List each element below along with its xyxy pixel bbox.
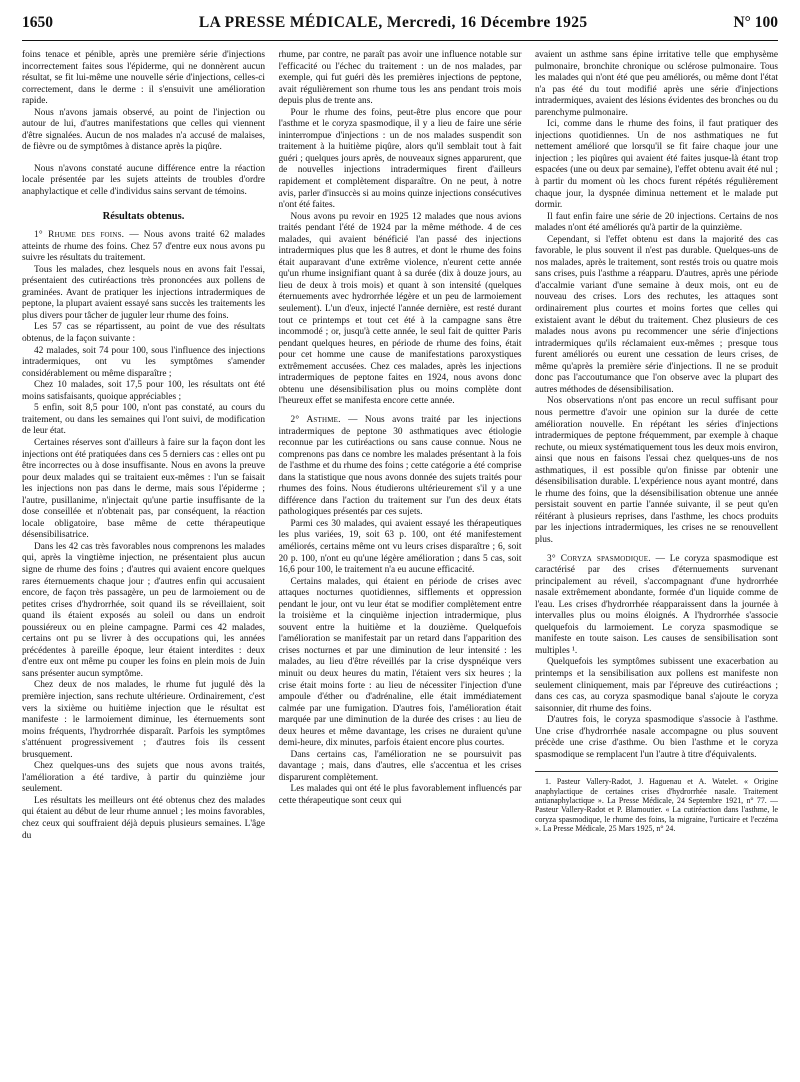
paragraph: Chez 10 malades, soit 17,5 pour 100, les résultats ont été moins satisfaisants, quoique appréciables ; [22,380,265,402]
paragraph: D'autres fois, le coryza spasmodique s'associe à l'asthme. Une crise d'hydrorrhée nasale accompagne ou plus souvent précède une crise d'asthme. Ou bien l'asthme et le coryza spasmodique se remplacent l'un l'autre à titre d'équivalents. [535,715,778,760]
paragraph: 42 malades, soit 74 pour 100, sous l'influence des injections intradermiques, ont vu les symptômes s'amender considérablement ou même disparaître ; [22,345,265,379]
paragraph-text: — Le coryza spasmodique est caractérisé par des crises d'éternuements survenant principalement au réveil, s'accompagnant d'une hydrorrhée nasale extrêmement abondante, formée d'un liquide comme de l'eau. Les crises d'hydrorrhée réapparaissent dans la journée à intervalles plus ou moins éloignés. A l'hydrorrhée s'associe quelquefois du larmoiement. Le coryza spasmodique se manifeste en toute saison. Les causes de sensibilisation sont multiples ¹. [535,553,778,656]
paragraph: Les malades qui ont été le plus favorablement influencés par cette thérapeutique sont ceux qui [278,784,522,806]
paragraph: Nous n'avons constaté aucune différence entre la réaction locale présentée par les sujets atteints de troubles d'ordre anaphylactique et celle d'individus sains servant de témoins. [22,163,265,198]
footnote: 1. Pasteur Vallery-Radot, J. Haguenau et A. Watelet. « Origine anaphylactique de certaines crises d'hydrorrhée nasale. Traitement antianaphylactique ». La Presse Médicale, 24 Septembre 1921, n° 77. — Pasteur Vallery-Radot et P. Blamoutier. « La cutiréaction dans l'asthme, le coryza spasmodique, le rhume des foins, la migraine, l'urticaire et l'eczéma ». La Presse Médicale, 25 Mars 1925, n° 24. [535,777,778,833]
paragraph: avaient un asthme sans épine irritative telle que emphysème pulmonaire, bronchite chronique ou sclérose pulmonaire. Tous les malades qui n'ont été que peu améliorés, ou même dont l'état n'a pas été du tout modifié après une série d'injections intradermiques, avaient des lésions évidentes des bronches ou du parenchyme pulmonaire. [535,50,778,118]
article-columns [22,50,778,1078]
subsection-title: 1° Rhume des foins. [34,230,125,241]
paragraph: foins tenace et pénible, après une première série d'injections incorrectement faites sous l'épiderme, qui ne donnèrent aucun résultat, se fit lui-même une nouvelle série d'injections, celles-ci correctement, dans le derme : il s'ensuivit une amélioration rapide. [22,50,265,107]
paragraph: Il faut enfin faire une série de 20 injections. Certains de nos malades n'ont été améliorés qu'à partir de la quinzième. [535,211,778,234]
issue-number: N° 100 [733,14,778,31]
paragraph: Chez deux de nos malades, le rhume fut jugulé dès la première injection, sans rechute ultérieure. Ordinairement, c'est vers la sixième ou huitième injection que le résultat est manifeste : le larmoiement diminue, les éternuements sont moins fréquents, l'hydrorrhée disparaît. Parfois les symptômes s'atténuent progressivement ; d'autres fois ils cessent brusquement. [22,680,265,760]
paragraph: Certaines réserves sont d'ailleurs à faire sur la façon dont les injections ont été pratiquées dans ces 5 derniers cas : elles ont pu être incorrectes ou à dose insuffisante. Nous en avons la preuve pour deux malades qui se traitaient eux-mêmes : l'un se faisait les injections non pas dans le derme, mais sous l'épiderme ; l'autre, pusillanime, n'injectait qu'une partie insuffisante de la dose conseillée et n'obtenait pas, par conséquent, la réaction locale obligatoire, base même de cette thérapeutique désensibilisatrice. [22,437,265,541]
paragraph: Quelquefois les symptômes subissent une exacerbation au printemps et la sensibilisation aux pollens est manifeste non seulement cliniquement, mais par l'épreuve des cutiréactions ; dans ces cas, au coryza spasmodique banal s'ajoute le coryza saisonnier, dit rhume des foins. [535,657,778,714]
paragraph: Les résultats les meilleurs ont été obtenus chez des malades qui étaient au début de leur rhume annuel ; les moins favorables, chez ceux qui souffraient déjà depuis plusieurs semaines. L'âge du [22,795,265,841]
paragraph: Dans certains cas, l'amélioration ne se poursuivit pas davantage ; mais, dans d'autres, elle s'accentua et les crises disparurent complètement. [278,749,522,783]
paragraph: Pour le rhume des foins, peut-être plus encore que pour l'asthme et le coryza spasmodique, il y a lieu de faire une série ininterrompue d'injections : un de nos malades suspendit son traitement à la huitième piqûre, alors qu'il semblait tout à fait guéri ; quelques jours après, de nouveaux signes apparurent, que de nouvelles injections intradermiques firent d'ailleurs rapidement et complètement disparaître. On ne peut, à notre avis, parler d'insuccès si au moins quinze injections consécutives n'ont été faites. [278,107,522,211]
paragraph [279,415,522,519]
column-1 [22,50,265,1078]
column-2 [279,50,522,1078]
subsection-title: 2° Asthme. [290,414,341,425]
paragraph: Nos observations n'ont pas encore un recul suffisant pour nous permettre d'avoir une opinion sur la durée de cette amélioration nouvelle. En répétant les séries d'injections intradermiques de peptone fréquemment, par exemple à chaque rechute, ou mieux systématiquement tous les deux mois environ, ainsi que nous en faisons l'essai chez quelques-uns de nos asthmatiques, il est possible qu'on finisse par obtenir une désensibilisation durable. L'expérience nous ayant montré, dans le rhume des foins, que la désensibilisation obtenue une année persistait souvent en partie l'année suivante, il se peut qu'en réitérant à plusieurs reprises, dans l'asthme, les chocs produits par les injections intradermiques, les crises ne se renouvellent plus. [535,396,778,545]
paragraph: Ici, comme dans le rhume des foins, il faut pratiquer des injections quotidiennes. Un de nos asthmatiques ne fut nettement amélioré que lorsqu'il se fit faire chaque jour une injection ; les piqûres qui avaient été faites jusque-là étant trop espacées (une ou deux par semaine), l'effet obtenu avait été nul ; à partir du moment où les chocs furent répétés régulièrement chaque jour, la dyspnée diminua nettement et le malade put dormir. [535,119,778,211]
footnotes [535,771,778,833]
paragraph [535,554,778,658]
page-number: 1650 [22,14,53,31]
section-heading: Résultats obtenus. [102,210,185,222]
issue-date: Mercredi, 16 Décembre 1925 [386,14,588,31]
paragraph: Nous n'avons jamais observé, au point de l'injection ou autour de lui, d'autres manifestations que celles qui viennent d'être signalées. Aucun de nos malades n'a accusé de malaises, de fièvre ou de symptômes à distance après la piqûre. [22,107,265,153]
page-header [22,14,778,41]
paragraph-text: — Nous avons traité par les injections intradermiques de peptone 30 asthmatiques avec étiologie reconnue par les cutiréactions ou sans cause connue. Nous ne comprenons pas dans ce nombre les malades présentant à la fois de l'asthme et du rhume des foins ; cette catégorie a été comprise dans la statistique que nous avons donnée des sujets traités pour rhumes des foins. Nous étudierons ultérieurement s'il y a une différence dans l'action du traitement sur l'un des deux états pathologiques présentés par ces sujets. [278,414,522,518]
journal-name: LA PRESSE MÉDICALE, [198,14,383,31]
paragraph: Cependant, si l'effet obtenu est dans la majorité des cas favorable, le plus souvent il n'est pas durable. Quelques-uns de nos malades, après le traitement, sont restés trois ou quatre mois sans crises, puis l'asthme a réapparu. D'autres, après une période d'accalmie variant d'une semaine à deux mois, ont eu de nouveau des crises. Lors des rechutes, les attaques sont ordinairement plus courtes et moins fortes que celles qui existaient avant le début du traitement. Chez plusieurs de ces malades nous avons pu recommencer une série d'injections intradermiques qu'ils réclamaient eux-mêmes ; presque tous furent améliorés ou eurent une cessation de leurs crises, de même qu'après la première série d'injections. Il ne se produit donc pas l'accoutumance que l'on observe avec la plupart des autres méthodes de désensibilisation. [535,234,778,395]
paragraph: Les 57 cas se répartissent, au point de vue des résultats obtenus, de la façon suivante : [22,322,265,345]
paragraph: rhume, par contre, ne paraît pas avoir une influence notable sur l'efficacité ou l'échec du traitement : un de nos malades, par exemple, qui fut guéri dès les premières injections de peptone, avait régulièrement son rhume tous les ans pendant trois mois depuis plus de trente ans. [278,50,522,107]
paragraph [22,230,265,265]
paragraph: 5 enfin, soit 8,5 pour 100, n'ont pas constaté, au cours du traitement, ou dans les semaines qui l'ont suivi, de modification de leur état. [22,403,265,437]
paragraph: Parmi ces 30 malades, qui avaient essayé les thérapeutiques les plus variées, 19, soit 63 p. 100, ont été manifestement améliorés, certains même ont vu leurs crises disparaître ; 6, soit 20 p. 100, n'ont eu qu'une légère amélioration ; dans 5 cas, soit 16,6 pour 100, le traitement n'a eu aucune efficacité. [278,518,522,576]
journal-title [199,14,588,32]
paragraph: Certains malades, qui étaient en période de crises avec attaques nocturnes quotidiennes, sifflements et oppression pendant le jour, ont vu leur état se modifier complètement entre la troisième et la cinquième injection intradermique, plus souvent entre la huitième et la douzième. Quelquefois l'amélioration se manifestait par un retard dans l'apparition des crises nocturnes et par une diminution de leur intensité : les malades, au lieu d'être réveillés par la crise dyspnéique vers minuit ou deux heures du matin, l'étaient vers six heures ; la crise était moins forte : au lieu de nécessiter l'injection d'une ampoule d'éther ou d'adrénaline, elle était immédiatement calmée par une fumigation. D'autres fois, l'amélioration était marquée par une diminution de la durée des crises : au lieu de deux heures et même davantage, les crises ne duraient qu'une demi-heure, dix minutes, parfois étaient encore plus courtes. [278,576,522,749]
paragraph-text: — Nous avons traité 62 malades atteints de rhume des foins. Chez 57 d'entre eux nous avons pu suivre les résultats du traitement. [22,230,265,264]
column-3 [535,50,778,1078]
paragraph: Nous avons pu revoir en 1925 12 malades que nous avions traités pendant l'été de 1924 par la même méthode. 4 de ces malades, qui avaient bénéficié l'an passé des injections intradermiques plus que les 8 autres, et dont le rhume des foins était auparavant d'une extrême violence, n'eurent cette année qu'un rhume insignifiant quant à sa durée (dix à douze jours, au lieu de deux à trois mois) et quant à son intensité (quelques éternuements avec hydrorrhée légère et un peu de larmoiement seulement). L'un d'eux, injecté l'année dernière, est resté durant tout ce printemps et tout cet été à la campagne sans être incommodé ; or, jusqu'à cette année, le seul fait de quitter Paris pendant quelques heures, en période de rhume des foins, était pour cet homme une cause de manifestations paroxystiques extrêmement accusées. Chez ces malades, après les injections intradermiques de peptone faites en 1924, nous avons donc obtenu une désensibilisation plus ou moins complète dont l'heureux effet se manifesta encore cette année. [278,211,522,407]
paragraph: Tous les malades, chez lesquels nous en avons fait l'essai, présentaient des cutiréactions très prononcées aux pollens de graminées. Avant de pratiquer les injections intradermiques de peptone, la plupart avaient essayé sans succès les traitements les plus divers pour tâcher de juguler leur rhume des foins. [22,264,265,321]
subsection-title: 3° Coryza spasmodique. [547,553,651,564]
paragraph: Dans les 42 cas très favorables nous comprenons les malades qui, après la vingtième injection, ne présentaient plus aucun signe de rhume des foins ; d'autres qui avaient encore quelques rares éternuements chaque jour ; d'autres enfin qui accusaient encore, de façon très passagère, un peu de larmoiement ou de petites crises d'hydrorrhée, soit quand ils se réveillaient, soit quand ils étaient exposés au soleil ou dans un endroit poussiéreux ou en pleine campagne. Parmi ces 42 malades, certains ont pu se livrer à des occupations qui, les années précédentes à pareille époque, leur étaient interdites : deux d'entre eux ont même pu couper les foins en plein mois de Juin sans présenter aucun symptôme. [22,541,265,679]
paragraph: Chez quelques-uns des sujets que nous avons traités, l'amélioration a été tardive, à partir du quinzième jour seulement. [22,761,265,795]
